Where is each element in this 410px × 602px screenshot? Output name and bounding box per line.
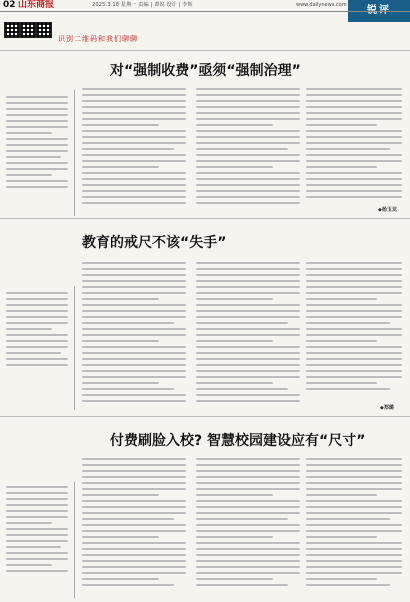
sidebar-column-2 (6, 292, 68, 370)
byline-1: ◆杨玉龙 (378, 207, 397, 213)
divider (0, 218, 410, 219)
article-3-column-3 (306, 458, 402, 590)
divider (0, 50, 410, 51)
divider (74, 482, 75, 598)
divider (74, 90, 75, 216)
masthead-rule (0, 11, 410, 12)
paper-name: 山东商报 (18, 0, 55, 10)
slogan: 识别二维码和我们聊聊 (58, 35, 138, 43)
byline-2: ◆郑璐 (380, 405, 394, 411)
qr-code-icon (4, 22, 20, 38)
article-1-column-2 (196, 88, 300, 208)
article-2-column-3 (306, 262, 402, 394)
article-3-column-2 (196, 458, 300, 590)
article-1-column-1 (82, 88, 186, 208)
divider (0, 416, 410, 417)
headline-2: 教育的戒尺不该“失手” (82, 235, 227, 251)
page-number: 02 (3, 0, 16, 10)
website: www.dailynews.com (296, 2, 347, 8)
divider (74, 286, 75, 410)
headline-3: 付费刷脸入校? 智慧校园建设应有“尺寸” (110, 433, 366, 449)
qr-code-icon (20, 22, 36, 38)
masthead (0, 0, 410, 10)
article-2-column-2 (196, 262, 300, 406)
article-1-column-3 (306, 88, 402, 202)
article-3-column-1 (82, 458, 186, 590)
date-line: 2025.3.18 星期一 责编 | 谭锐 设计 | 李辉 (92, 2, 193, 8)
article-2-column-1 (82, 262, 186, 406)
sidebar-column-1 (6, 96, 68, 192)
headline-1: 对“强制收费”亟须“强制治理” (110, 63, 301, 79)
sidebar-column-3 (6, 486, 68, 576)
qr-code-icon (36, 22, 52, 38)
